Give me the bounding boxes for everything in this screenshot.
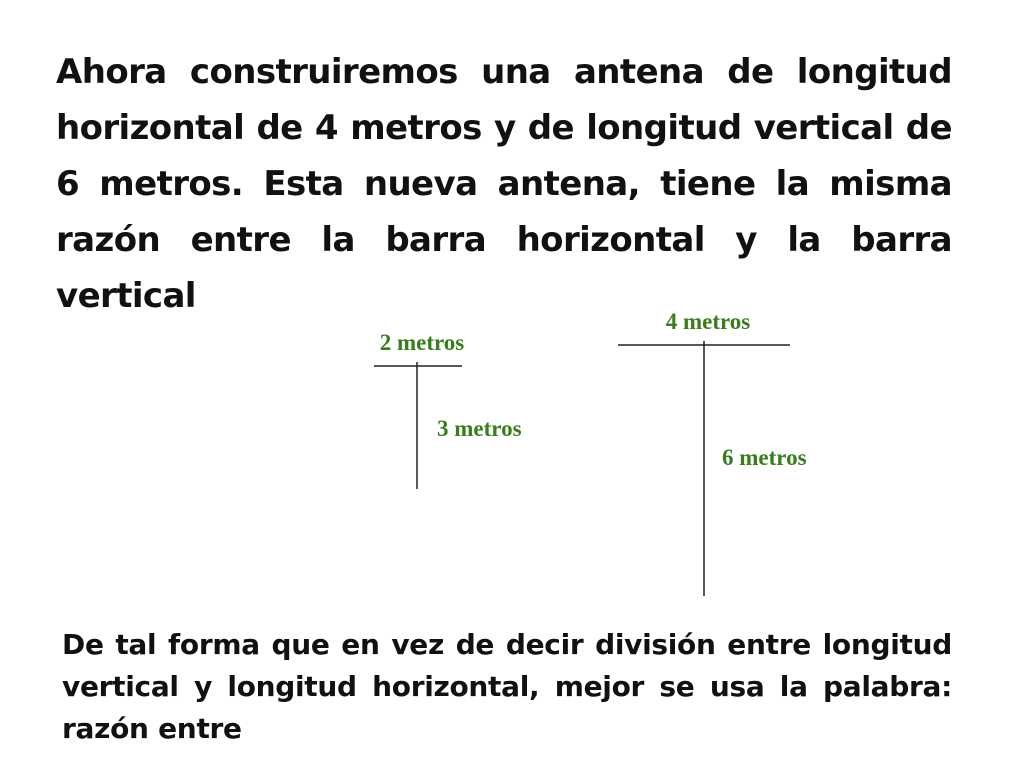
- antenna-small: [374, 330, 522, 489]
- antenna-small-horizontal-label: 2 metros: [379, 330, 465, 355]
- antenna-small-vertical-label: 3 metros: [437, 416, 522, 441]
- antenna-large: [618, 309, 807, 596]
- intro-paragraph: Ahora construiremos una antena de longitud horizontal de 4 metros y de longitud vertical de 6 metros. Esta nueva antena, tiene la misma razón entre la barra horizontal y la barra vertical: [56, 52, 952, 316]
- antenna-large-horizontal-label: 4 metros: [665, 309, 751, 334]
- conclusion-paragraph: De tal forma que en vez de decir división entre longitud vertical y longitud horizontal, mejor se usa la palabra: razón entre: [62, 628, 952, 745]
- antenna-large-vertical-label: 6 metros: [722, 445, 807, 470]
